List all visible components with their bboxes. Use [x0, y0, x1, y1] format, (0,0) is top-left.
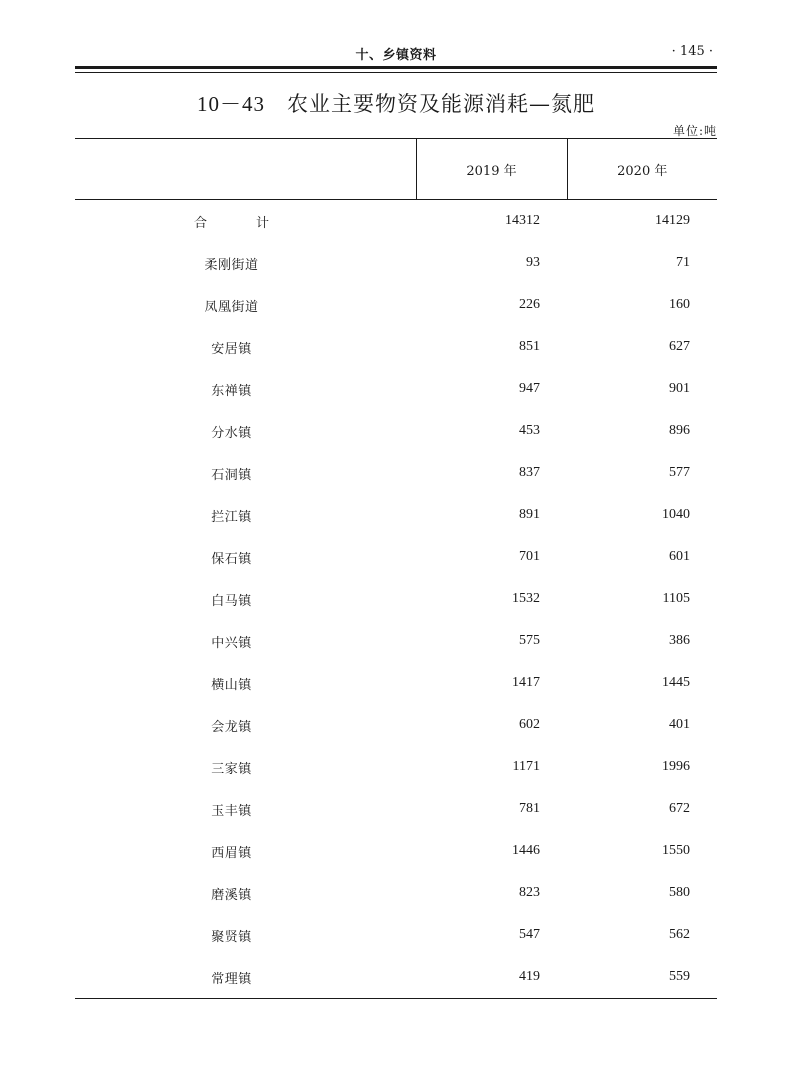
value-2020: 601	[669, 549, 690, 564]
table-row	[75, 578, 717, 620]
row-label: 凤凰街道	[204, 299, 259, 315]
row-label: 常理镇	[75, 956, 416, 999]
value-2020: 1105	[662, 591, 690, 606]
value-2019: 419	[416, 956, 567, 999]
table-row	[75, 956, 717, 999]
column-header-2019: 2019 年	[416, 139, 567, 200]
data-table	[75, 138, 717, 999]
value-2019: 1446	[512, 843, 540, 858]
table-row	[75, 914, 717, 956]
value-2019: 947	[519, 381, 540, 396]
value-2019: 575	[519, 633, 540, 648]
value-2019: 851	[519, 339, 540, 354]
section-name: 十、乡镇资料	[355, 48, 437, 63]
value-2019: 1417	[512, 675, 540, 690]
value-2020: 562	[669, 927, 690, 942]
table-row	[75, 284, 717, 326]
row-label: 三家镇	[211, 761, 252, 777]
table-title	[75, 88, 717, 118]
value-2019: 701	[519, 549, 540, 564]
value-2020: 386	[669, 633, 690, 648]
unit-label: 单位:吨	[672, 124, 717, 138]
row-label: 东禅镇	[211, 383, 252, 399]
table-title-text: 农业主要物资及能源消耗—氮肥	[287, 92, 595, 116]
row-label: 石洞镇	[211, 467, 252, 483]
value-2019: 823	[519, 885, 540, 900]
row-label: 拦江镇	[211, 509, 252, 525]
value-2019: 14312	[505, 213, 540, 228]
value-2019: 781	[519, 801, 540, 816]
row-label: 横山镇	[211, 677, 252, 693]
value-2020: 896	[669, 423, 690, 438]
value-2020: 577	[669, 465, 690, 480]
row-label: 保石镇	[211, 551, 252, 567]
table-row	[75, 662, 717, 704]
row-label: 合 计	[193, 215, 287, 231]
value-2019: 93	[526, 255, 540, 270]
row-label: 中兴镇	[211, 635, 252, 651]
value-2020: 1445	[662, 675, 690, 690]
table-row	[75, 788, 717, 830]
value-2020: 14129	[655, 213, 690, 228]
table-row	[75, 830, 717, 872]
value-2020: 401	[669, 717, 690, 732]
value-2020: 559	[567, 956, 717, 999]
table-row	[75, 536, 717, 578]
row-label: 白马镇	[211, 593, 252, 609]
table-row	[75, 452, 717, 494]
table-header-row	[75, 139, 717, 200]
header-rule-thick	[75, 66, 717, 69]
value-2019: 891	[519, 507, 540, 522]
column-header-2020: 2020 年	[567, 139, 717, 200]
value-2019: 1532	[512, 591, 540, 606]
value-2020: 1040	[662, 507, 690, 522]
table-row	[75, 410, 717, 452]
row-label: 柔刚街道	[204, 257, 259, 273]
running-header	[75, 40, 717, 66]
value-2020: 580	[669, 885, 690, 900]
header-rule-thin	[75, 72, 717, 73]
table-row-total	[75, 200, 717, 243]
value-2019: 226	[519, 297, 540, 312]
row-label: 聚贤镇	[211, 929, 252, 945]
value-2019: 547	[519, 927, 540, 942]
value-2020: 160	[669, 297, 690, 312]
value-2020: 71	[676, 255, 690, 270]
row-label: 磨溪镇	[211, 887, 252, 903]
table-row	[75, 746, 717, 788]
row-label: 会龙镇	[211, 719, 252, 735]
table-row	[75, 704, 717, 746]
page-number: · 145 ·	[671, 44, 713, 59]
value-2020: 1996	[662, 759, 690, 774]
value-2019: 453	[519, 423, 540, 438]
table-row	[75, 242, 717, 284]
table-row	[75, 494, 717, 536]
row-label: 安居镇	[211, 341, 252, 357]
table-row	[75, 620, 717, 662]
table-row	[75, 368, 717, 410]
value-2019: 1171	[512, 759, 540, 774]
value-2020: 672	[669, 801, 690, 816]
table-body	[75, 200, 717, 999]
column-header-region	[75, 139, 416, 200]
table-number: 10－43	[197, 92, 265, 116]
row-label: 分水镇	[211, 425, 252, 441]
table-row	[75, 872, 717, 914]
table-row	[75, 326, 717, 368]
row-label: 玉丰镇	[211, 803, 252, 819]
value-2019: 602	[519, 717, 540, 732]
value-2019: 837	[519, 465, 540, 480]
value-2020: 1550	[662, 843, 690, 858]
value-2020: 627	[669, 339, 690, 354]
value-2020: 901	[669, 381, 690, 396]
row-label: 西眉镇	[211, 845, 252, 861]
